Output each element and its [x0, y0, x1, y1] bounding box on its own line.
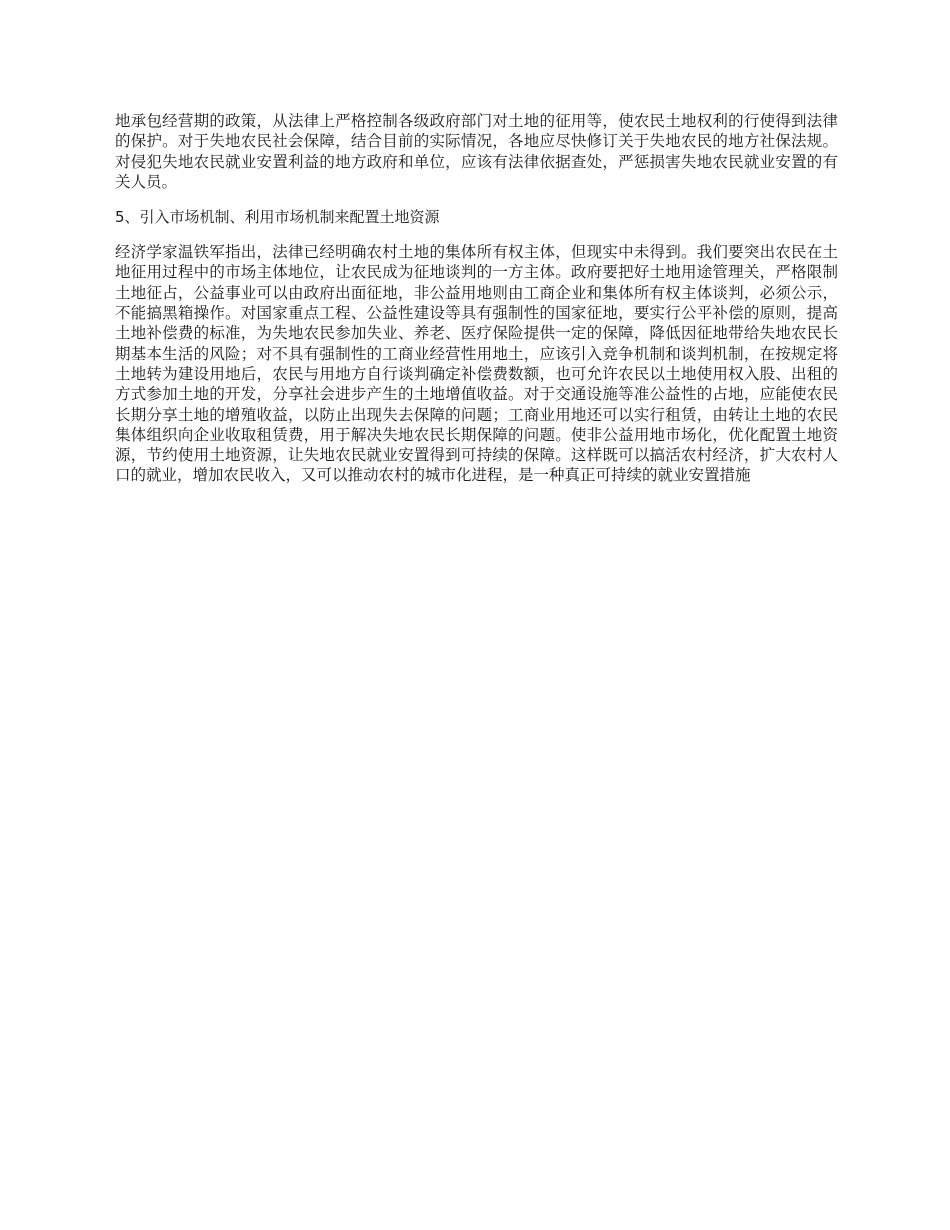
document-body	[115, 111, 838, 486]
paragraph-land-policy: 地承包经营期的政策，从法律上严格控制各级政府部门对土地的征用等，使农民土地权利的行使得到法律的保护。对于失地农民社会保障，结合目前的实际情况，各地应尽快修订关于失地农民的地方社保法规。对侵犯失地农民就业安置利益的地方政府和单位，应该有法律依据查处，严惩损害失地农民就业安置的有关人员。	[115, 112, 838, 191]
section-heading-market-mechanism: 5、引入市场机制、利用市场机制来配置土地资源	[115, 208, 440, 227]
paragraph-market-allocation: 经济学家温铁军指出，法律已经明确农村土地的集体所有权主体，但现实中未得到。我们要突出农民在土地征用过程中的市场主体地位，让农民成为征地谈判的一方主体。政府要把好土地用途管理关，严格限制土地征占，公益事业可以由政府出面征地，非公益用地则由工商企业和集体所有权主体谈判，必须公示，不能搞黑箱操作。对国家重点工程、公益性建设等具有强制性的国家征地，要实行公平补偿的原则，提高土地补偿费的标准，为失地农民参加失业、养老、医疗保险提供一定的保障，降低因征地带给失地农民长期基本生活的风险；对不具有强制性的工商业经营性用地土，应该引入竞争机制和谈判机制，在按规定将土地转为建设用地后，农民与用地方自行谈判确定补偿费数额，也可允许农民以土地使用权入股、出租的方式参加土地的开发，分享社会进步产生的土地增值收益。对于交通设施等准公益性的占地，应能使农民长期分享土地的增殖收益，以防止出现失去保障的问题；工商业用地还可以实行租赁，由转让土地的农民集体组织向企业收取租赁费，用于解决失地农民长期保障的问题。使非公益用地市场化，优化配置土地资源，节约使用土地资源，让失地农民就业安置得到可持续的保障。这样既可以搞活农村经济，扩大农村人口的就业，增加农民收入，又可以推动农村的城市化进程，是一种真正可持续的就业安置措施	[115, 243, 838, 485]
